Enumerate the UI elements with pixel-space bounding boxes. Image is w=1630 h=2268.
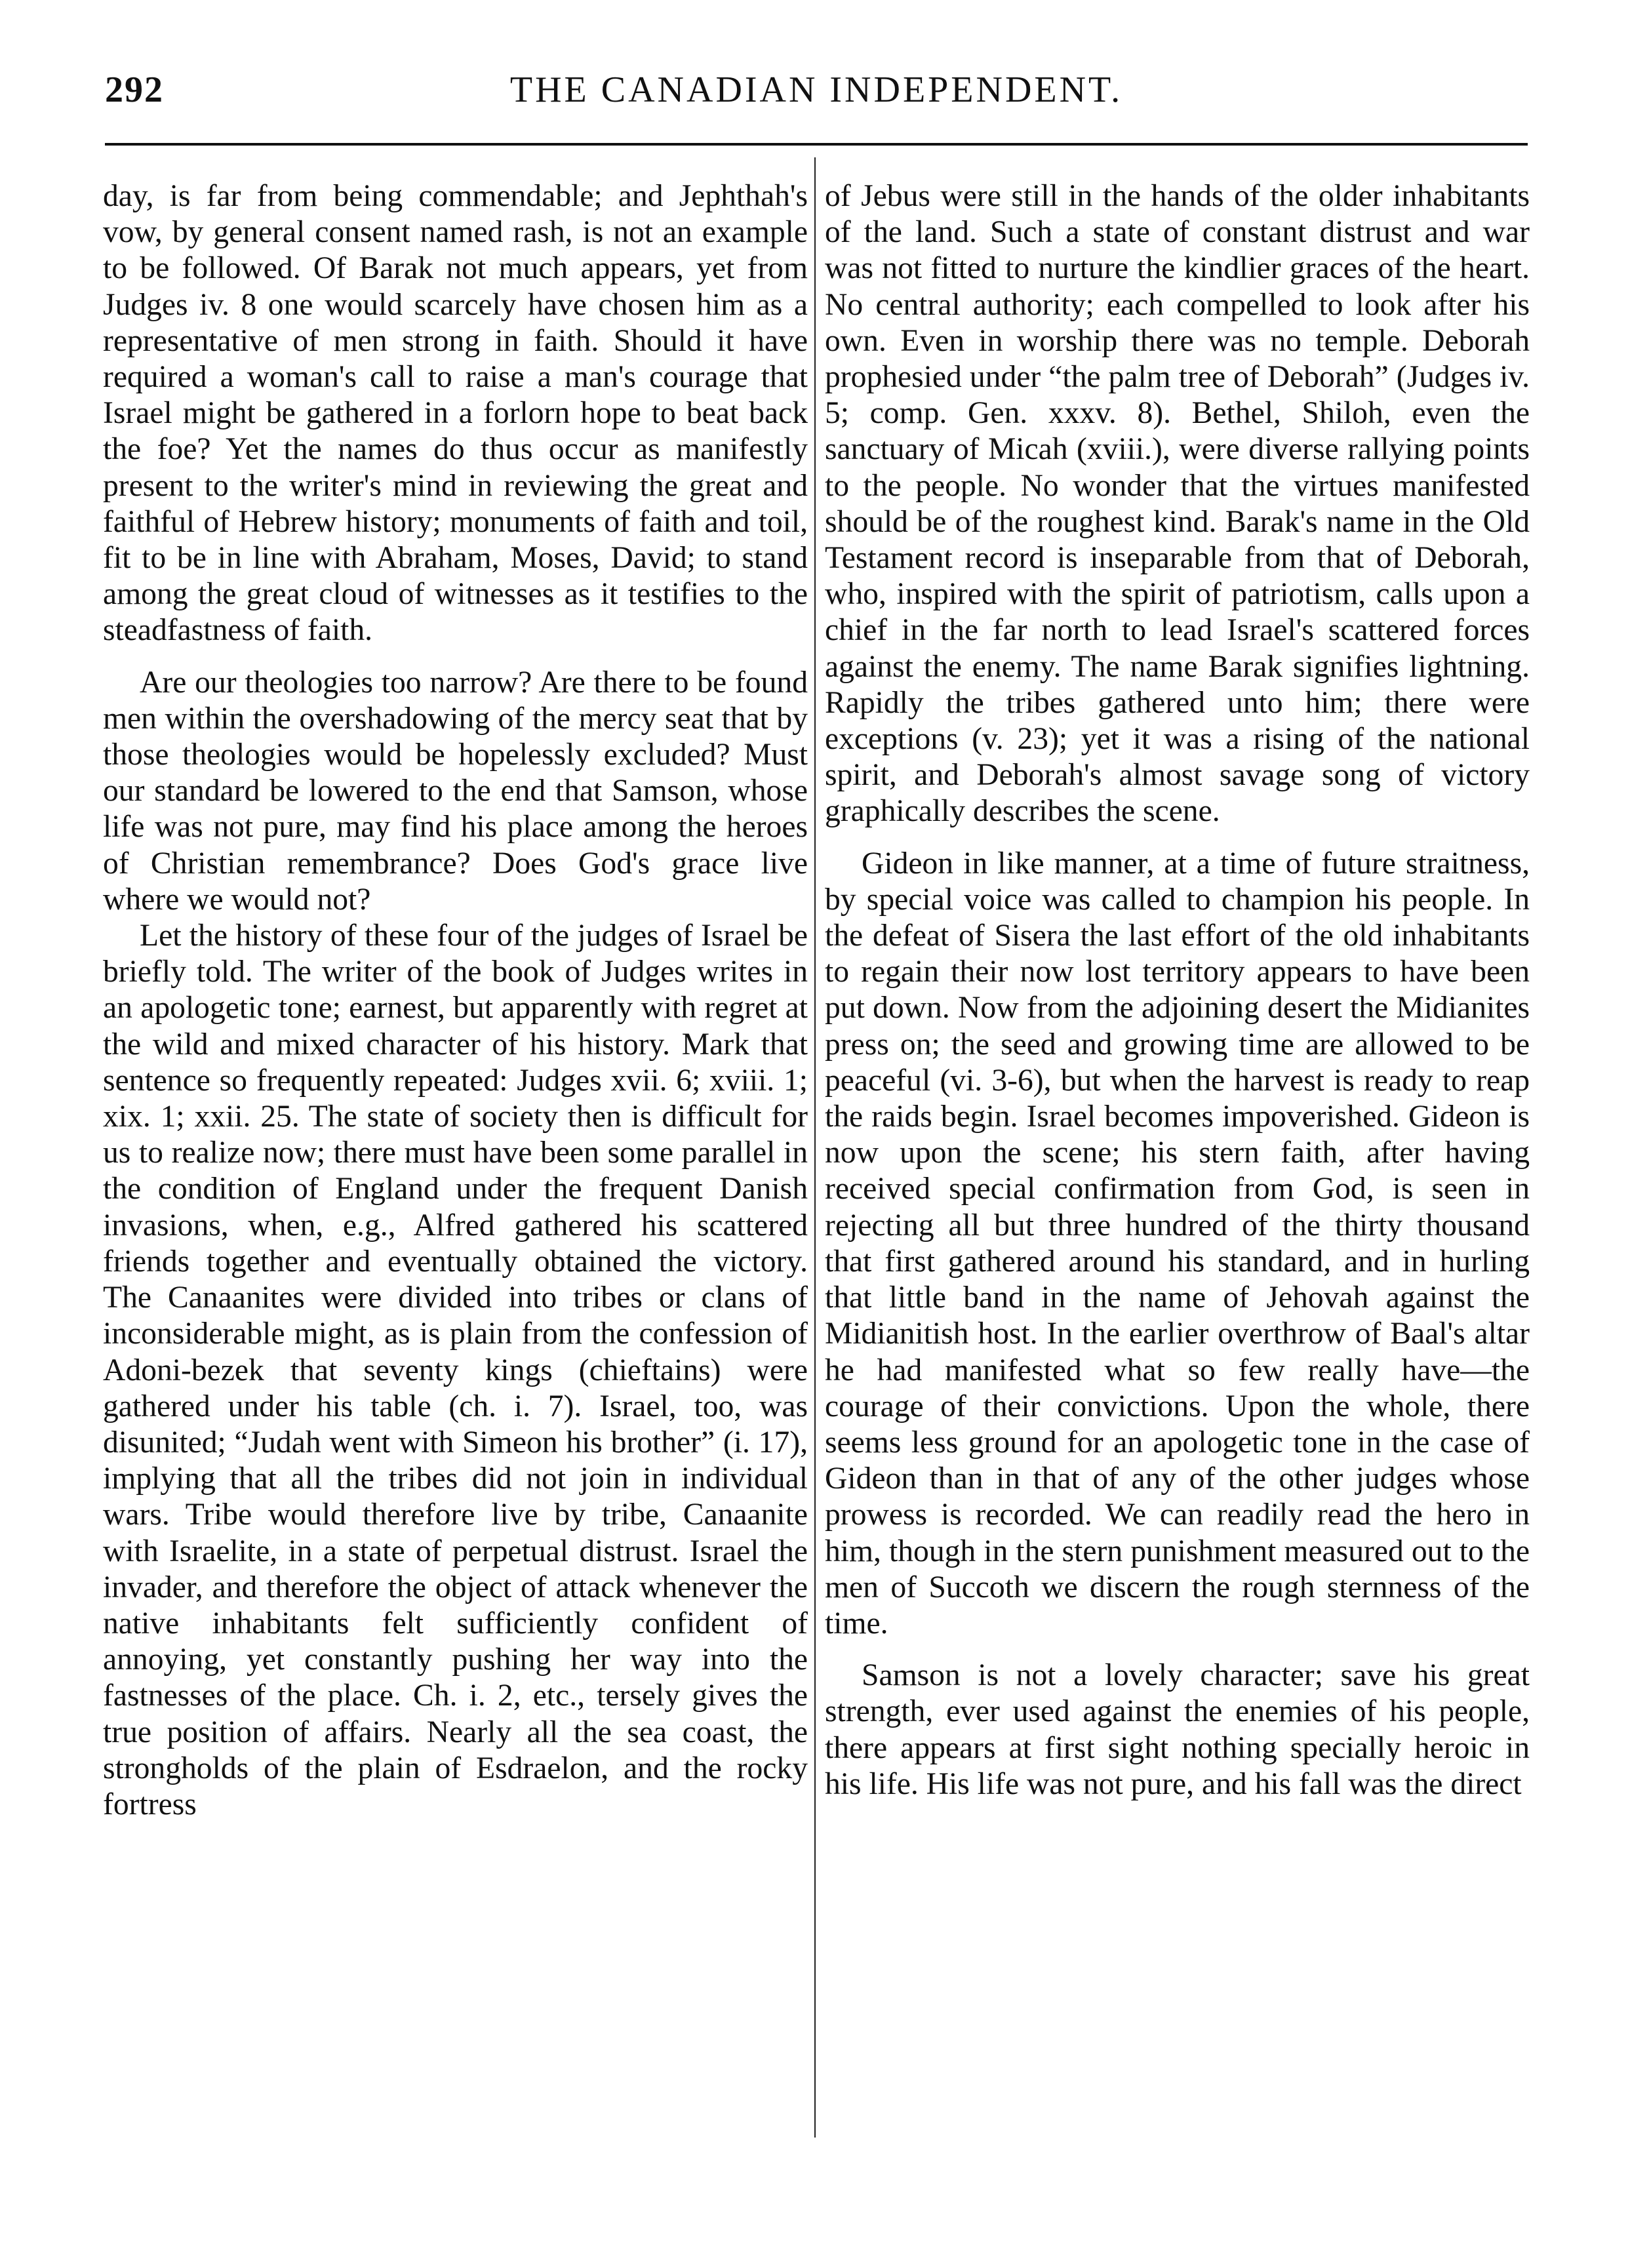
paragraph: day, is far from being commendable; and Jephthah's vow, by general consent named rash, is not an example to be followed. Of Barak not much appears, yet from Judges iv. 8 one would scarcely have chosen him as a representative of men strong in faith. Should it have required a woman's call to raise a man's courage that Israel might be gathered in a forlorn hope to beat back the foe? Yet the names do thus occur as manifestly present to the writer's mind in reviewing the great and faithful of Hebrew history; monuments of faith and toil, fit to be in line with Abraham, Moses, David; to stand among the great cloud of witnesses as it testifies to the steadfastness of faith.: [103, 179, 808, 648]
journal-title: THE CANADIAN INDEPENDENT.: [509, 70, 1123, 110]
header-rule: [105, 143, 1528, 146]
running-head: [105, 69, 1528, 128]
paragraph: Let the history of these four of the judges of Israel be briefly told. The writer of the book of Judges writes in an apologetic tone; earnest, but apparently with regret at the wild and mixed character of his history. Mark that sentence so frequently repeated: Judges xvii. 6; xviii. 1; xix. 1; xxii. 25. The state of society then is difficult for us to realize now; there must have been some parallel in the condition of England under the frequent Danish invasions, when, e.g., Alfred gathered his scattered friends together and eventually obtained the victory. The Canaanites were divided into tribes or clans of inconsiderable might, as is plain from the confession of Adoni-bezek that seventy kings (chieftains) were gathered under his table (ch. i. 7). Israel, too, was disunited; “Judah went with Simeon his brother” (i. 17), implying that all the tribes did not join in individual wars. Tribe would therefore live by tribe, Canaanite with Israelite, in a state of perpetual distrust. Israel the invader, and therefore the object of attack whenever the native inhabitants felt sufficiently confident of annoying, yet constantly pushing her way into the fastnesses of the place. Ch. i. 2, etc., tersely gives the true position of affairs. Nearly all the sea coast, the strongholds of the plain of Esdraelon, and the rocky fortress: [103, 919, 808, 1821]
page-number: 292: [105, 70, 164, 110]
column-divider: [814, 157, 816, 2138]
paragraph: Are our theologies too narrow? Are there to be found men within the overshadowing of the mercy seat that by those theologies would be hopelessly excluded? Must our standard be lowered to the end that Samson, whose life was not pure, may find his place among the heroes of Christian remembrance? Does God's grace live where we would not?: [103, 665, 808, 917]
paragraph: of Jebus were still in the hands of the older inhabitants of the land. Such a state of constant distrust and war was not fitted to nurture the kindlier graces of the heart. No central authority; each compelled to look after his own. Even in worship there was no temple. Deborah prophesied under “the palm tree of Deborah” (Judges iv. 5; comp. Gen. xxxv. 8). Bethel, Shiloh, even the sanctuary of Micah (xviii.), were diverse rallying points to the people. No wonder that the virtues manifested should be of the roughest kind. Barak's name in the Old Testament record is inseparable from that of Deborah, who, inspired with the spirit of patriotism, calls upon a chief in the far north to lead Israel's scattered forces against the enemy. The name Barak signifies lightning. Rapidly the tribes gathered unto him; there were exceptions (v. 23); yet it was a rising of the national spirit, and Deborah's almost savage song of victory graphically describes the scene.: [825, 179, 1530, 829]
paragraph: Gideon in like manner, at a time of future straitness, by special voice was called to champion his people. In the defeat of Sisera the last effort of the old inhabitants to regain their now lost territory appears to have been put down. Now from the adjoining desert the Midianites press on; the seed and growing time are allowed to be peaceful (vi. 3-6), but when the harvest is ready to reap the raids begin. Israel becomes impoverished. Gideon is now upon the scene; his stern faith, after having received special confirmation from God, is seen in rejecting all but three hundred of the thirty thousand that first gathered around his standard, and in hurling that little band in the name of Jehovah against the Midianitish host. In the earlier overthrow of Baal's altar he had manifested what so few really have—the courage of their convictions. Upon the whole, there seems less ground for an apologetic tone in the case of Gideon than in that of any of the other judges whose prowess is recorded. We can readily read the hero in him, though in the stern punishment measured out to the men of Succoth we discern the rough sternness of the time.: [825, 846, 1530, 1641]
right-column: [825, 178, 1530, 1802]
left-column: [103, 178, 808, 1823]
paragraph: Samson is not a lovely character; save his great strength, ever used against the enemies of his people, there appears at first sight nothing specially heroic in his life. His life was not pure, and his fall was the direct: [825, 1658, 1530, 1801]
